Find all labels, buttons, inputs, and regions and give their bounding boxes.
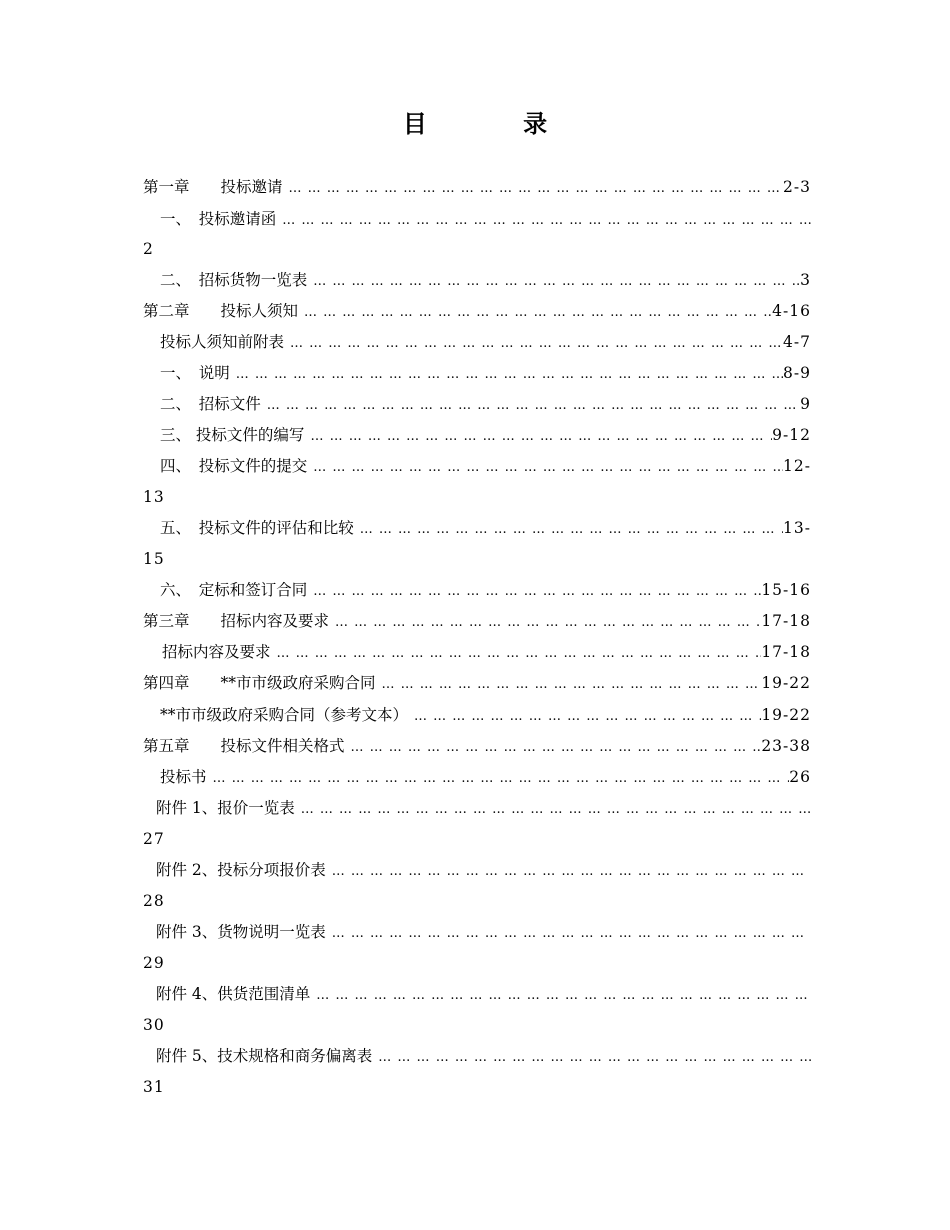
toc-entry-chapter-2[interactable] xyxy=(143,299,811,323)
toc-entry-page-part: 13- xyxy=(783,519,811,537)
toc-entry-label: 二、 招标文件 xyxy=(160,395,261,413)
toc-entry-bidder-notes-table[interactable] xyxy=(160,330,811,354)
toc-entry-page: 19-22 xyxy=(761,706,811,724)
toc-entry-tender-content[interactable] xyxy=(162,640,811,664)
dot-leader xyxy=(372,1046,811,1068)
toc-entry-bid-evaluation[interactable] xyxy=(160,516,811,540)
dot-leader xyxy=(295,798,811,820)
toc-entry-page: 2 xyxy=(143,240,154,258)
toc-entry-page: 30 xyxy=(143,1016,165,1034)
page-title: 目 录 xyxy=(402,110,592,138)
toc-entry-label: 三、 投标文件的编写 xyxy=(160,426,305,444)
toc-entry-attachment-3[interactable] xyxy=(156,920,811,944)
toc-entry-page: 19-22 xyxy=(761,674,811,692)
toc-entry-bid-preparation[interactable] xyxy=(160,423,811,447)
dot-leader xyxy=(230,363,783,385)
toc-entry-page: 4-7 xyxy=(783,333,811,351)
toc-entry-page-part: 12- xyxy=(783,457,811,475)
dot-leader xyxy=(354,518,783,540)
dot-leader xyxy=(307,580,761,602)
toc-entry-tender-documents[interactable] xyxy=(160,392,811,416)
dot-leader xyxy=(307,456,783,478)
toc-entry-page: 27 xyxy=(143,830,165,848)
dot-leader xyxy=(329,611,761,633)
toc-entry-label: 二、 招标货物一览表 xyxy=(160,271,308,289)
toc-entry-invitation-letter[interactable] xyxy=(160,207,811,231)
toc-entry-label: 附件 4、供货范围清单 xyxy=(156,985,311,1003)
toc-entry-label: 第二章 投标人须知 xyxy=(143,302,299,320)
toc-entry-page: 9 xyxy=(800,395,811,413)
toc-entry-page: 29 xyxy=(143,954,165,972)
toc-entry-contract-reference[interactable] xyxy=(160,703,811,727)
toc-entry-page: 17-18 xyxy=(761,612,811,630)
dot-leader xyxy=(310,984,811,1006)
dot-leader xyxy=(304,425,772,447)
dot-leader xyxy=(207,767,790,789)
dot-leader xyxy=(345,736,762,758)
dot-leader xyxy=(271,642,762,664)
toc-entry-award-contract[interactable] xyxy=(160,578,811,602)
toc-entry-page: 26 xyxy=(789,768,811,786)
dot-leader xyxy=(307,270,800,292)
toc-entry-label: 第五章 投标文件相关格式 xyxy=(143,737,345,755)
toc-entry-page: 8-9 xyxy=(783,364,811,382)
toc-entry-attachment-1[interactable] xyxy=(156,796,811,820)
dot-leader xyxy=(326,922,811,944)
toc-entry-page: 23-38 xyxy=(761,737,811,755)
toc-entry-chapter-4[interactable] xyxy=(143,671,811,695)
toc-entry-label: 五、 投标文件的评估和比较 xyxy=(160,519,354,537)
toc-entry-label: 一、 说明 xyxy=(160,364,230,382)
toc-entry-page: 15-16 xyxy=(761,581,811,599)
toc-entry-label: 六、 定标和签订合同 xyxy=(160,581,308,599)
toc-entry-label: 附件 5、技术规格和商务偏离表 xyxy=(156,1047,373,1065)
dot-leader xyxy=(326,860,811,882)
dot-leader xyxy=(283,177,784,199)
toc-entry-page: 17-18 xyxy=(761,643,811,661)
toc-entry-label: 投标书 xyxy=(160,768,207,786)
toc-entry-page: 3 xyxy=(800,271,811,289)
dot-leader xyxy=(408,705,761,727)
toc-entry-attachment-2[interactable] xyxy=(156,858,811,882)
toc-entry-page: 2-3 xyxy=(783,178,811,196)
toc-entry-bid-submission[interactable] xyxy=(160,454,811,478)
toc-entry-chapter-1[interactable] xyxy=(143,175,811,199)
toc-entry-label: 附件 3、货物说明一览表 xyxy=(156,923,326,941)
toc-entry-page: 9-12 xyxy=(772,426,811,444)
toc-entry-label: 附件 2、投标分项报价表 xyxy=(156,861,326,879)
toc-entry-page: 31 xyxy=(143,1078,165,1096)
toc-entry-attachment-5[interactable] xyxy=(156,1044,811,1068)
toc-entry-chapter-3[interactable] xyxy=(143,609,811,633)
toc-entry-label: 附件 1、报价一览表 xyxy=(156,799,295,817)
toc-entry-attachment-4[interactable] xyxy=(156,982,811,1006)
dot-leader xyxy=(261,394,800,416)
toc-entry-page: 28 xyxy=(143,892,165,910)
toc-entry-explanation[interactable] xyxy=(160,361,811,385)
toc-entry-bid-letter[interactable] xyxy=(160,765,811,789)
toc-entry-label: 一、 投标邀请函 xyxy=(160,210,277,228)
toc-entry-label: 第一章 投标邀请 xyxy=(143,178,283,196)
toc-entry-label: 第三章 招标内容及要求 xyxy=(143,612,330,630)
toc-entry-label: 第四章 **市市级政府采购合同 xyxy=(143,674,376,692)
toc-entry-page-continued: 15 xyxy=(143,550,165,568)
dot-leader xyxy=(298,301,772,323)
toc-entry-label: 四、 投标文件的提交 xyxy=(160,457,308,475)
toc-entry-page-continued: 13 xyxy=(143,488,165,506)
dot-leader xyxy=(284,332,783,354)
toc-entry-label: 招标内容及要求 xyxy=(162,643,271,661)
toc-entry-label: **市市级政府采购合同（参考文本） xyxy=(160,706,409,724)
dot-leader xyxy=(276,209,811,231)
toc-entry-chapter-5[interactable] xyxy=(143,734,811,758)
toc-entry-page: 4-16 xyxy=(772,302,811,320)
toc-entry-goods-list[interactable] xyxy=(160,268,811,292)
toc-entry-label: 投标人须知前附表 xyxy=(160,333,285,351)
dot-leader xyxy=(376,673,762,695)
